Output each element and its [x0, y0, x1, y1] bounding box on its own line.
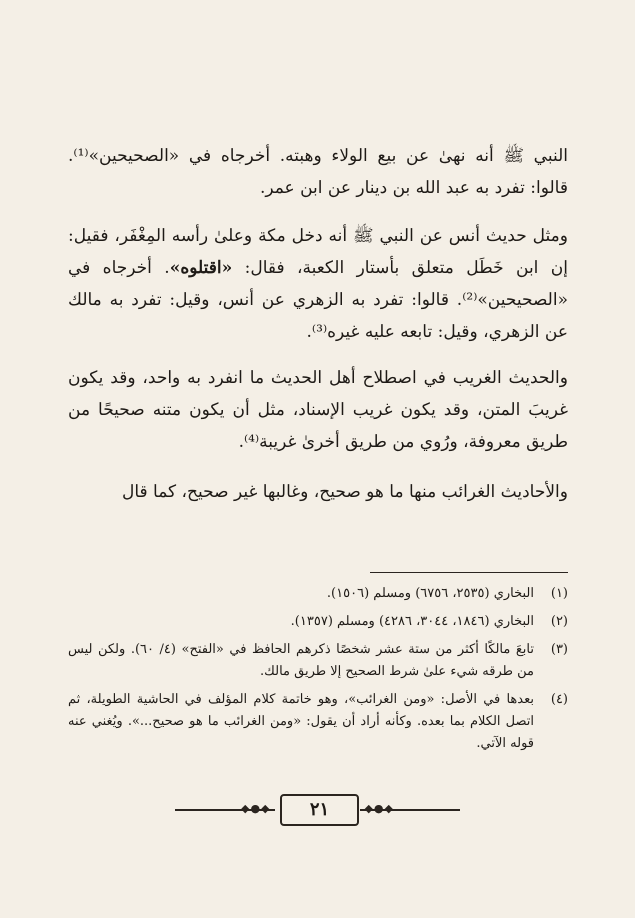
paragraph-4	[68, 476, 568, 508]
footnotes	[68, 583, 568, 761]
footnote-text: بعدها في الأصل: «ومن الغرائب»، وهو خاتمة كلام المؤلف في الحاشية الطويلة، ثم اتصل الكلام بما بعده. وكأنه أراد أن يقول: «ومن الغرائب ما هو صحيح...». ويُغني عنه قوله الآتي.	[68, 692, 534, 751]
footnote-divider	[370, 572, 568, 573]
paragraph-3	[68, 362, 568, 458]
paragraph-3-text: والحديث الغريب في اصطلاح أهل الحديث ما انفرد به واحد، وقد يكون غريبَ المتن، وقد يكون غريب الإسناد، مثل أن يكون متنه صحيحًا من طريق معروفة، ورُوي من طريق أخرىٰ غريبة⁽⁴⁾.	[68, 368, 568, 452]
page-footer	[175, 790, 460, 830]
main-text	[68, 140, 568, 520]
ornament-dots-right-icon: ◆●◆	[364, 802, 394, 815]
paragraph-1-text: النبي ﷺ أنه نهىٰ عن بيع الولاء وهبته. أخرجاه في «الصحيحين»⁽¹⁾. قالوا: تفرد به عبد الله بن دينار عن ابن عمر.	[68, 146, 568, 198]
footnote-text: البخاري (١٨٤٦، ٣٠٤٤، ٤٢٨٦) ومسلم (١٣٥٧).	[290, 614, 534, 629]
footnote-3	[68, 639, 568, 683]
paragraph-2	[68, 220, 568, 348]
footnote-4	[68, 689, 568, 755]
paragraph-1	[68, 140, 568, 204]
footnote-text: تابعَ مالكًا أكثر من ستة عشر شخصًا ذكرهم الحافظ في «الفتح» (٤/ ٦٠). ولكن ليس من طرقه شيء علىٰ شرط الصحيح إلا طريق مالك.	[68, 642, 534, 679]
footnote-number: (٢)	[550, 614, 568, 629]
paragraph-4-text: والأحاديث الغرائب منها ما هو صحيح، وغالبها غير صحيح، كما قال	[121, 482, 568, 502]
footnote-text: البخاري (٢٥٣٥، ٦٧٥٦) ومسلم (١٥٠٦).	[326, 586, 534, 601]
footnote-number: (٤)	[550, 692, 568, 707]
footnote-1	[68, 583, 568, 605]
footnote-2	[68, 611, 568, 633]
ornament-dots-left-icon: ◆●◆	[241, 802, 271, 815]
page-number: ٢١	[280, 794, 359, 826]
paragraph-2-bold-quote: «اقتلوه»	[169, 258, 233, 278]
paragraph-2-text-b: . أخرجاه في «الصحيحين»⁽²⁾. قالوا: تفرد به الزهري عن أنس، وقيل: تفرد به مالك عن الزهري، وقيل: تابعه عليه غيره⁽³⁾.	[68, 258, 568, 342]
footnote-number: (٣)	[550, 642, 568, 657]
footnote-number: (١)	[550, 586, 568, 601]
paragraph-2-text-a: ومثل حديث أنس عن النبي ﷺ أنه دخل مكة وعلىٰ رأسه المِغْفَر، فقيل: إن ابن خَطَل متعلق بأستار الكعبة، فقال:	[68, 226, 568, 278]
